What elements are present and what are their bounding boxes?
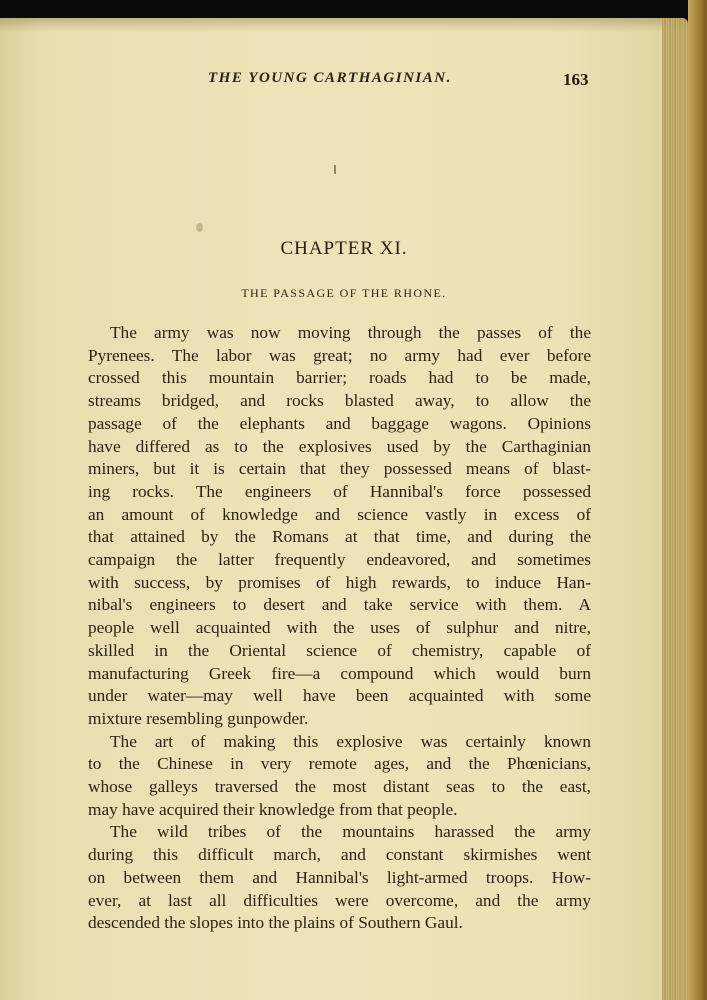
paragraph bbox=[88, 731, 591, 822]
paragraph bbox=[88, 821, 591, 935]
text-line: manufacturing Greek fire—a compound which would burn bbox=[88, 663, 591, 683]
paragraph bbox=[88, 322, 591, 731]
page-number: 163 bbox=[563, 70, 589, 89]
text-line: may have acquired their knowledge from that people. bbox=[88, 799, 458, 819]
ink-mark bbox=[334, 165, 336, 174]
book-binding-edge bbox=[688, 0, 707, 1000]
text-line: whose galleys traversed the most distant seas to the east, bbox=[88, 777, 591, 797]
text-line: Pyrenees. The labor was great; no army had ever before bbox=[88, 345, 591, 365]
text-line: under water—may well have been acquainted with some bbox=[88, 686, 591, 706]
text-line: campaign the latter frequently endeavored, and sometimes bbox=[88, 550, 591, 570]
paper-speck bbox=[196, 223, 203, 232]
chapter-body-text bbox=[88, 322, 591, 935]
page-stack-edge bbox=[662, 18, 688, 1000]
text-line: miners, but it is certain that they possessed means of blast- bbox=[88, 459, 591, 479]
text-line: ing rocks. The engineers of Hannibal's force possessed bbox=[88, 481, 591, 501]
text-line: to the Chinese in very remote ages, and the Phœnicians, bbox=[88, 754, 591, 774]
text-line: during this difficult march, and constant skirmishes went bbox=[88, 845, 591, 865]
text-line: nibal's engineers to desert and take service with them. A bbox=[88, 595, 591, 615]
text-line: The wild tribes of the mountains harassed the army bbox=[110, 822, 591, 842]
text-line: descended the slopes into the plains of Southern Gaul. bbox=[88, 913, 463, 933]
running-header-title: THE YOUNG CARTHAGINIAN. bbox=[208, 70, 452, 86]
text-line: an amount of knowledge and science vastly in excess of bbox=[88, 504, 591, 524]
text-line: ever, at last all difficulties were overcome, and the army bbox=[88, 890, 591, 910]
chapter-title: CHAPTER XI. bbox=[280, 238, 408, 259]
text-line: with success, by promises of high rewards, to induce Han- bbox=[88, 572, 591, 592]
text-line: crossed this mountain barrier; roads had to be made, bbox=[88, 368, 591, 388]
text-line: skilled in the Oriental science of chemistry, capable of bbox=[88, 640, 591, 660]
text-line: The art of making this explosive was certainly known bbox=[110, 731, 591, 751]
text-line: people well acquainted with the uses of sulphur and nitre, bbox=[88, 618, 591, 638]
text-line: The army was now moving through the passes of the bbox=[110, 323, 591, 342]
page-top-shadow bbox=[0, 18, 688, 32]
text-line: have differed as to the explosives used by the Carthaginian bbox=[88, 436, 591, 456]
chapter-subtitle: THE PASSAGE OF THE RHONE. bbox=[241, 286, 447, 300]
text-line: on between them and Hannibal's light-armed troops. How- bbox=[88, 867, 591, 887]
text-line: passage of the elephants and baggage wagons. Opinions bbox=[88, 413, 591, 433]
text-line: mixture resembling gunpowder. bbox=[88, 708, 309, 728]
text-line: that attained by the Romans at that time, and during the bbox=[88, 527, 591, 547]
text-line: streams bridged, and rocks blasted away, to allow the bbox=[88, 391, 591, 411]
